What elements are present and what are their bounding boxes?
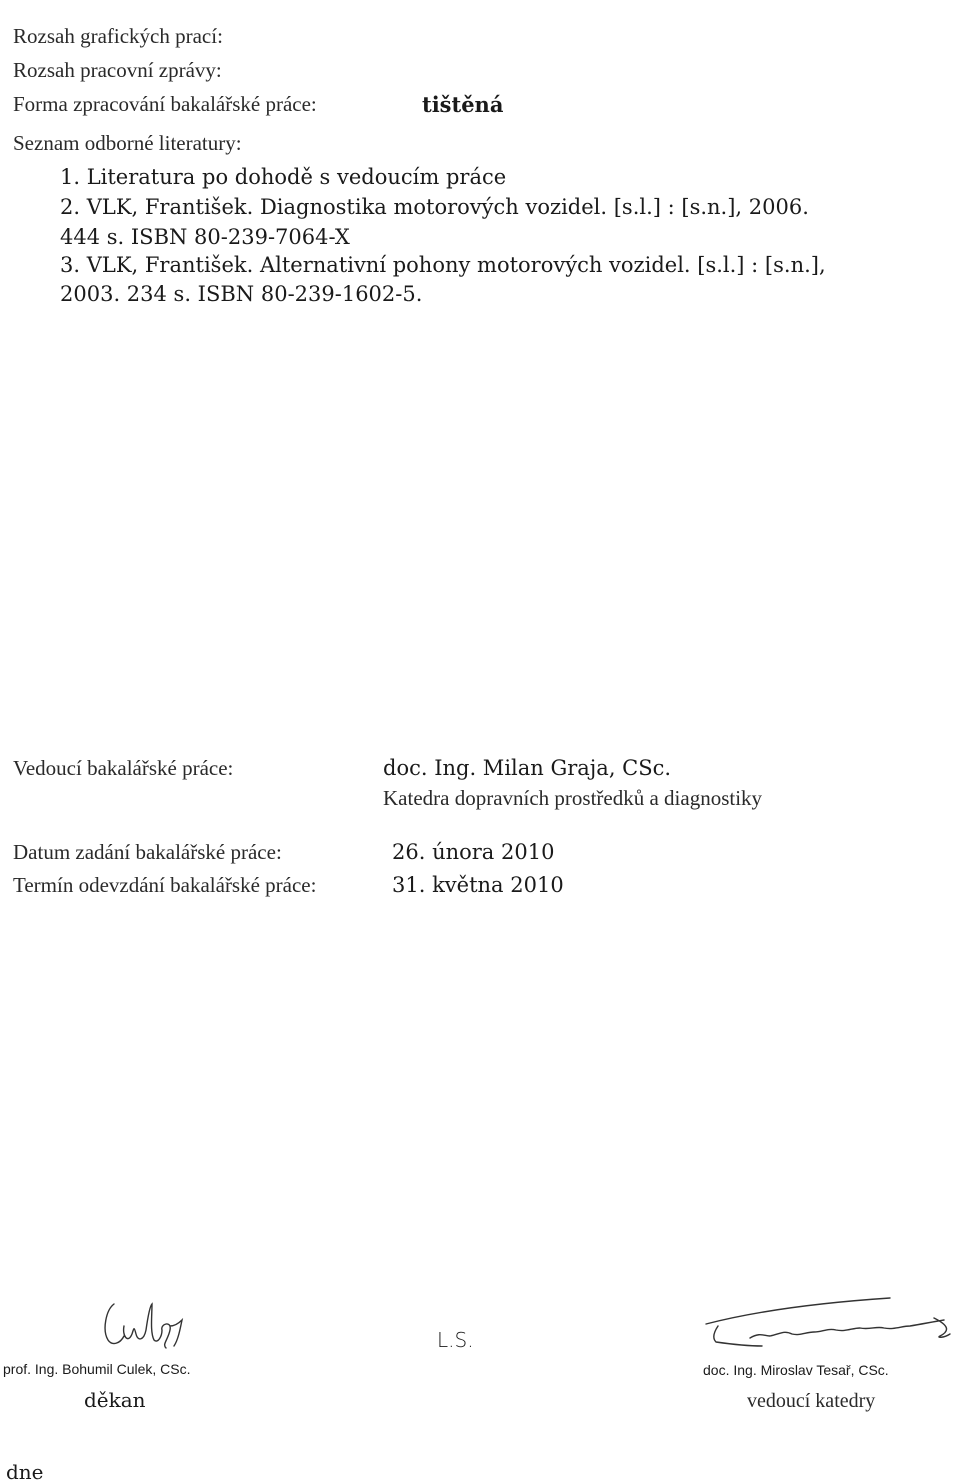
place-date-prefix: dne [6, 1460, 44, 1484]
literature-item-2-cont: 444 s. ISBN 80-239-7064-X [60, 225, 350, 249]
forma-value: tištěná [422, 92, 504, 117]
zadani-label: Datum zadání bakalářské práce: [13, 840, 282, 864]
head-role: vedoucí katedry [747, 1390, 876, 1412]
zadani-value: 26. února 2010 [392, 840, 555, 864]
odevzdani-value: 31. května 2010 [392, 873, 564, 897]
dean-signature [100, 1296, 190, 1356]
forma-label: Forma zpracování bakalářské práce: [13, 92, 317, 116]
seznam-label: Seznam odborné literatury: [13, 131, 242, 155]
supervisor-name: doc. Ing. Milan Graja, CSc. [383, 756, 672, 780]
dean-name: prof. Ing. Bohumil Culek, CSc. [3, 1361, 191, 1377]
head-signature [700, 1292, 956, 1362]
rozsah-graf-label: Rozsah grafických prací: [13, 24, 223, 48]
dean-role: děkan [84, 1388, 146, 1412]
rozsah-zpravy-label: Rozsah pracovní zprávy: [13, 58, 222, 82]
supervisor-department: Katedra dopravních prostředků a diagnostiky [383, 786, 763, 810]
supervisor-label: Vedoucí bakalářské práce: [13, 756, 234, 780]
literature-item-3: 3. VLK, František. Alternativní pohony motorových vozidel. [s.l.] : [s.n.], [60, 253, 826, 277]
head-name: doc. Ing. Miroslav Tesař, CSc. [703, 1362, 889, 1378]
odevzdani-label: Termín odevzdání bakalářské práce: [13, 873, 317, 897]
literature-item-3-cont: 2003. 234 s. ISBN 80-239-1602-5. [60, 282, 423, 306]
seal-ls: L.S. [437, 1328, 474, 1352]
literature-item-1: 1. Literatura po dohodě s vedoucím práce [60, 165, 507, 189]
literature-item-2: 2. VLK, František. Diagnostika motorových vozidel. [s.l.] : [s.n.], 2006. [60, 195, 809, 219]
